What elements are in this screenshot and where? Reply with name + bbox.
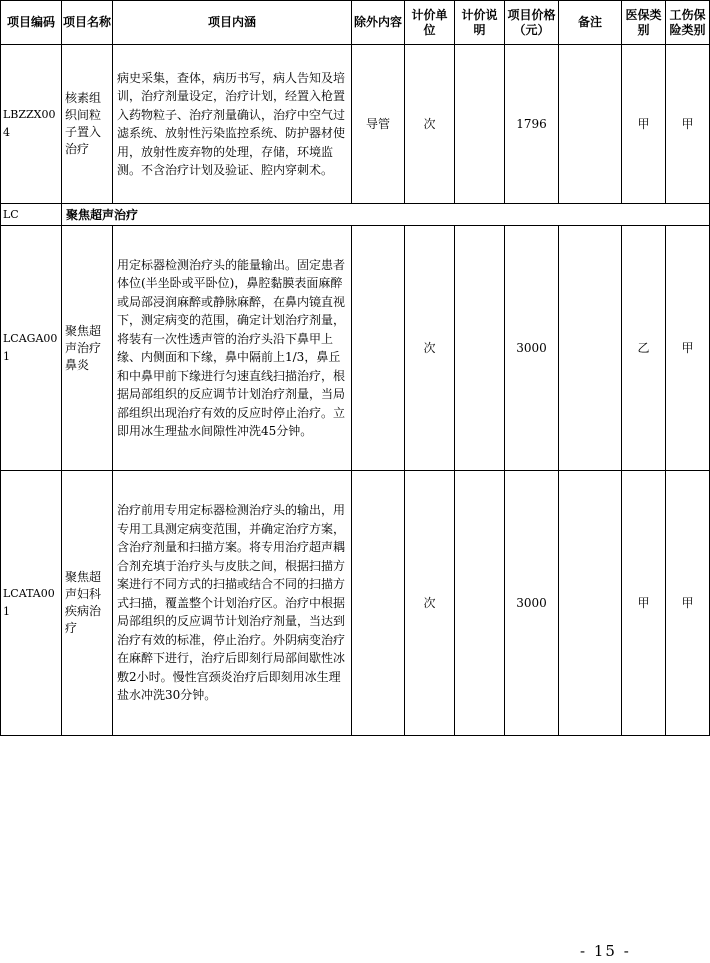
item-remark (559, 45, 622, 204)
header-insurance: 医保类别 (622, 1, 666, 45)
header-price: 项目价格（元） (505, 1, 559, 45)
item-unit: 次 (405, 226, 455, 471)
item-insurance: 甲 (622, 45, 666, 204)
category-row (1, 204, 710, 226)
item-exclude (352, 471, 405, 736)
item-price: 3000 (505, 471, 559, 736)
item-price-note (455, 226, 505, 471)
item-content: 用定标器检测治疗头的能量输出。固定患者体位(半坐卧或平卧位)，鼻腔黏膜表面麻醉或局部浸润麻醉或静脉麻醉，在鼻内镜直视下，测定病变的范围，确定计划治疗剂量，将装有一次性透声管的治疗头沿下鼻甲上缘、内侧面和下缘，鼻中隔前上1/3，鼻丘和中鼻甲前下缘进行匀速直线扫描治疗，根据局部组织的反应调节计划治疗剂量，当局部组织出现治疗有效的反应时停止治疗。立即用冰生理盐水间隙性冲洗45分钟。 (113, 226, 352, 471)
category-code: LC (1, 204, 62, 226)
item-unit: 次 (405, 45, 455, 204)
item-price-note (455, 45, 505, 204)
page-number: - 15 - (580, 942, 631, 960)
table-row (1, 45, 710, 204)
header-price-note: 计价说明 (455, 1, 505, 45)
category-name: 聚焦超声治疗 (62, 204, 710, 226)
item-insurance: 甲 (622, 471, 666, 736)
item-name: 聚焦超声妇科疾病治疗 (62, 471, 113, 736)
item-name: 核素组织间粒子置入治疗 (62, 45, 113, 204)
header-injury: 工伤保险类别 (666, 1, 710, 45)
item-remark (559, 226, 622, 471)
item-content: 病史采集，查体，病历书写，病人告知及培训，治疗剂量设定，治疗计划，经置入枪置入药物粒子、治疗剂量确认，治疗中空气过滤系统、放射性污染监控系统、防护器材使用，放射性废弃物的处理，存储，环境监测。不含治疗计划及验证、腔内穿刺术。 (113, 45, 352, 204)
item-exclude: 导管 (352, 45, 405, 204)
item-exclude (352, 226, 405, 471)
item-injury: 甲 (666, 226, 710, 471)
item-unit: 次 (405, 471, 455, 736)
header-exclude: 除外内容 (352, 1, 405, 45)
item-name: 聚焦超声治疗鼻炎 (62, 226, 113, 471)
item-code: LCAGA001 (1, 226, 62, 471)
item-content: 治疗前用专用定标器检测治疗头的输出，用专用工具测定病变范围，并确定治疗方案，含治疗剂量和扫描方案。将专用治疗超声耦合剂充填于治疗头与皮肤之间，根据扫描方案进行不同方式的扫描或结合不同的扫描方式扫描，覆盖整个计划治疗区。治疗中根据局部组织的反应调节计划治疗剂量，当达到治疗有效的标准，停止治疗。外阴病变治疗在麻醉下进行，治疗后即刻行局部间歇性冰敷2小时。慢性宫颈炎治疗后即刻用冰生理盐水冲洗30分钟。 (113, 471, 352, 736)
header-code: 项目编码 (1, 1, 62, 45)
item-remark (559, 471, 622, 736)
item-price: 3000 (505, 226, 559, 471)
table-row (1, 226, 710, 471)
item-insurance: 乙 (622, 226, 666, 471)
item-injury: 甲 (666, 471, 710, 736)
item-code: LCATA001 (1, 471, 62, 736)
table-row (1, 471, 710, 736)
header-content: 项目内涵 (113, 1, 352, 45)
header-name: 项目名称 (62, 1, 113, 45)
item-price-note (455, 471, 505, 736)
header-remark: 备注 (559, 1, 622, 45)
item-injury: 甲 (666, 45, 710, 204)
item-code: LBZZX004 (1, 45, 62, 204)
header-row (1, 1, 710, 45)
header-unit: 计价单位 (405, 1, 455, 45)
item-price: 1796 (505, 45, 559, 204)
